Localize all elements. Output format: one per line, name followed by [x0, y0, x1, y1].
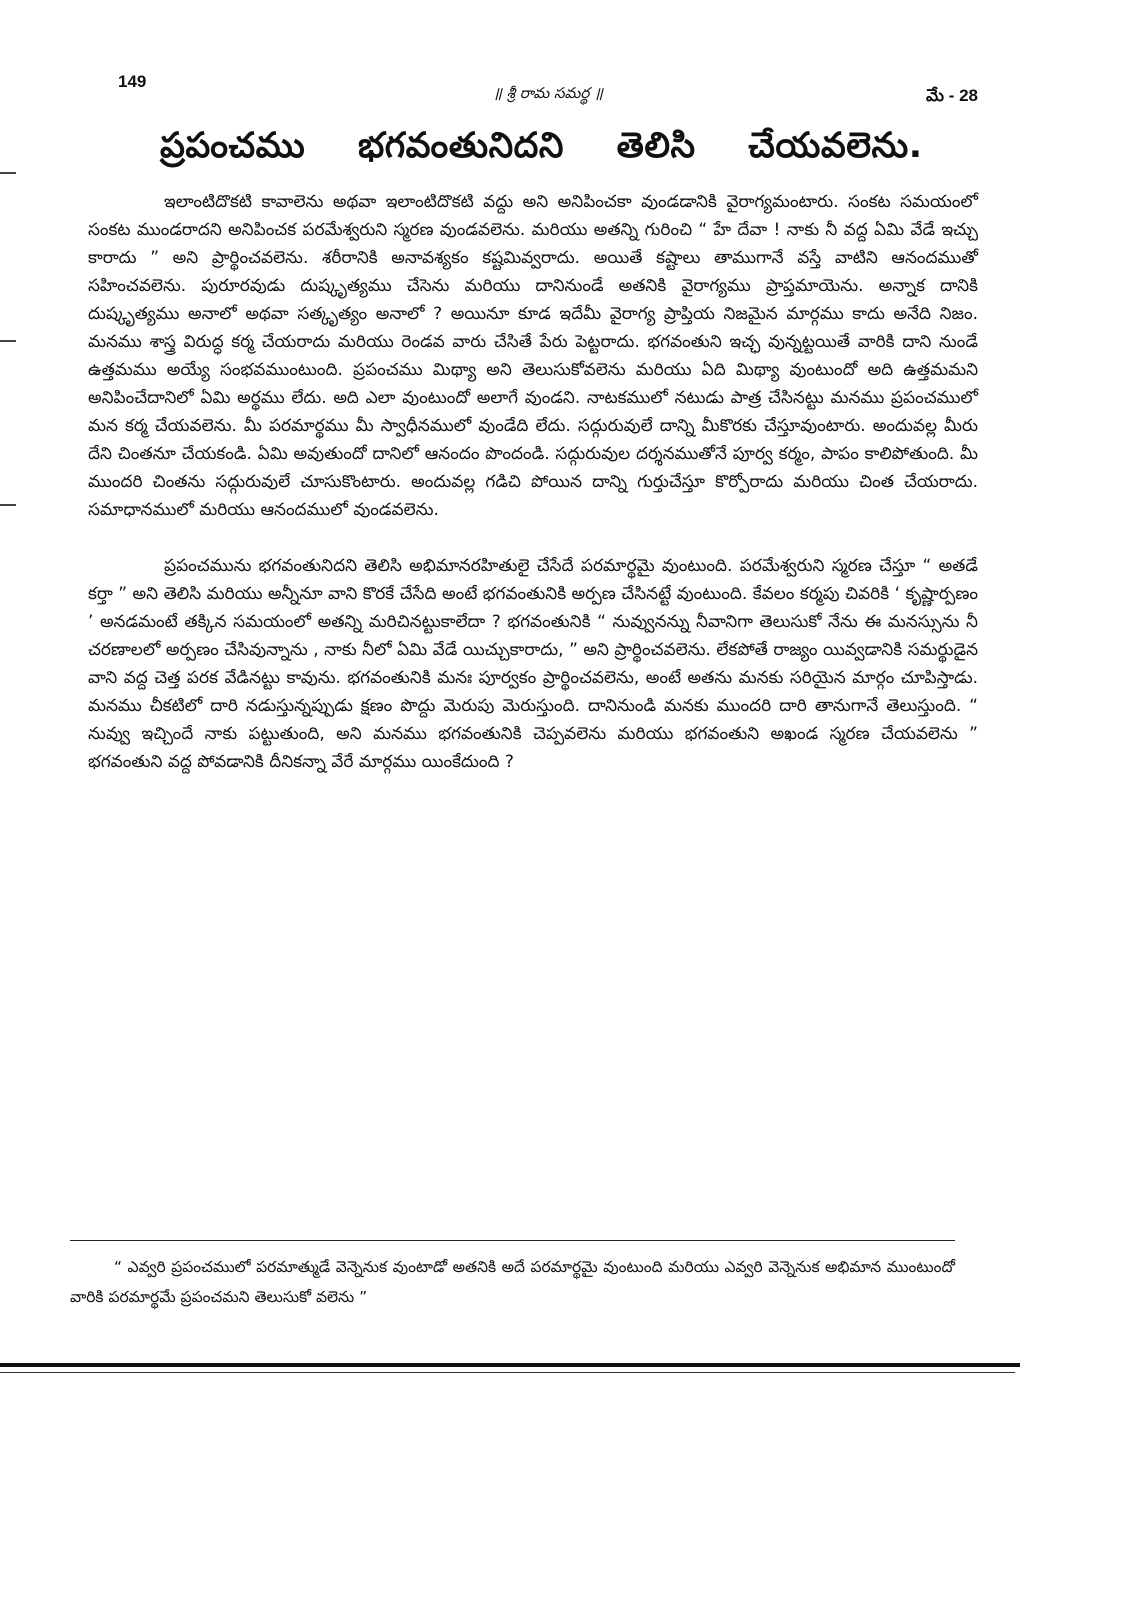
- page-number: 149: [118, 72, 147, 91]
- footer-quote: “ ఎవ్వరి ప్రపంచములో పరమాత్ముడే వెన్నెనుక వుంటాడో అతనికి అదే పరమార్థమై వుంటుంది మరియు ఎవ్వరి వెన్నెనుక అభిమాన ముంటుందో వారికి పరమార్థమే ప్రపంచమని తెలుసుకో వలెను ”: [70, 1258, 955, 1306]
- scan-mark: [0, 504, 16, 506]
- quote-divider: [70, 1240, 955, 1241]
- page-title: ప్రపంచము భగవంతునిదని తెలిసి చేయవలెను.: [160, 126, 923, 166]
- body-text: [88, 188, 978, 776]
- scan-mark: [0, 340, 16, 342]
- date-label: మే - 28: [925, 86, 978, 105]
- paragraph-1: ఇలాంటిదొకటి కావాలెను అథవా ఇలాంటిదొకటి వద్దు అని అనిపించకా వుండడానికి వైరాగ్యమంటారు. సంకట సమయంలో సంకట ముండరాదని అనిపించక పరమేశ్వరుని స్మరణ వుండవలెను. మరియు అతన్ని గురించి “ హే దేవా ! నాకు నీ వద్ద ఏమి వేడే ఇచ్చు కారాదు ” అని ప్రార్థించవలెను. శరీరానికి అనావశ్యకం కష్టమివ్వరాదు. అయితే కష్టాలు తాముగానే వస్తే వాటిని ఆనందముతో సహించవలెను. పురూరవుడు దుష్కృత్యము చేసెను మరియు దానినుండే అతనికి వైరాగ్యము ప్రాప్తమాయెను. అన్నాక దానికి దుష్కృత్యము అనాలో అథవా సత్కృత్యం అనాలో ? అయినూ కూడ ఇదేమీ వైరాగ్య ప్రాప్తియ నిజమైన మార్గము కాదు అనేది నిజం. మనము శాస్త్ర విరుద్ధ కర్మ చేయరాదు మరియు రెండవ వారు చేసితే పేరు పెట్టరాదు. భగవంతుని ఇచ్ఛ వున్నట్టయితే వారికి దాని నుండే ఉత్తమము అయ్యే సంభవముంటుంది. ప్రపంచము మిథ్యా అని తెలుసుకోవలెను మరియు ఏది మిథ్యా వుంటుందో అది ఉత్తమమని అనిపించేదానిలో ఏమి అర్థము లేదు. అది ఎలా వుంటుందో అలాగే వుండని. నాటకములో నటుడు పాత్ర చేసినట్టు మనము ప్రపంచములో మన కర్మ చేయవలెను. మీ పరమార్థము మీ స్వాధీనములో వుండేది లేదు. సద్గురువులే దాన్ని మీకొరకు చేస్తూవుంటారు. అందువల్ల మీరు దేని చింతనూ చేయకండి. ఏమి అవుతుందో దానిలో ఆనందం పొందండి. సద్గురువుల దర్శనముతోనే పూర్వ కర్మం, పాపం కాలిపోతుంది. మీ ముందరి చింతను సద్గురువులే చూసుకొంటారు. అందువల్ల గడిచి పోయిన దాన్ని గుర్తుచేస్తూ కొర్పోరాదు మరియు చింత చేయరాదు. సమాధానములో మరియు ఆనందములో వుండవలెను.: [88, 192, 978, 520]
- running-title: ॥ శ్రీ రామ సమర్థ ॥: [492, 84, 604, 102]
- paragraph-2: ప్రపంచమును భగవంతునిదని తెలిసి అభిమానరహితులై చేసేదే పరమార్థమై వుంటుంది. పరమేశ్వరుని స్మరణ చేస్తూ “ అతడే కర్తా ” అని తెలిసి మరియు అన్నీనూ వాని కొరకే చేసేది అంటే భగవంతునికి అర్పణ చేసినట్టే వుంటుంది. కేవలం కర్మపు చివరికి ‘ కృష్ణార్పణం ’ అనడమంటే తక్కిన సమయంలో అతన్ని మరిచినట్టుకాలేదా ? భగవంతునికి “ నువ్వునన్ను నీవానిగా తెలుసుకో నేను ఈ మనస్సును నీ చరణాలలో అర్పణం చేసివున్నాను , నాకు నీలో ఏమి వేడే యిచ్చుకారాదు, ” అని ప్రార్థించవలెను. లేకపోతే రాజ్యం యివ్వడానికి సమర్థుడైన వాని వద్ద చెత్త పరక వేడినట్టు కావును. భగవంతునికి మనః పూర్వకం ప్రార్థించవలెను, అంటే అతను మనకు సరియైన మార్గం చూపిస్తాడు. మనము చీకటిలో దారి నడుస్తున్నప్పుడు క్షణం పొద్దు మెరుపు మెరుస్తుంది. దానినుండి మనకు ముందరి దారి తానుగానే తెలుస్తుంది. “ నువ్వు ఇచ్చిందే నాకు పట్టుతుంది, అని మనము భగవంతునికి చెప్పవలెను మరియు భగవంతుని అఖండ స్మరణ చేయవలెను ” భగవంతుని వద్ద పోవడానికి దీనికన్నా వేరే మార్గము యింకేదుంది ?: [88, 556, 978, 772]
- bottom-rule: [0, 1363, 1020, 1367]
- scan-mark: [0, 172, 16, 174]
- bottom-rule-thin: [0, 1372, 1015, 1373]
- page-header: [118, 72, 978, 104]
